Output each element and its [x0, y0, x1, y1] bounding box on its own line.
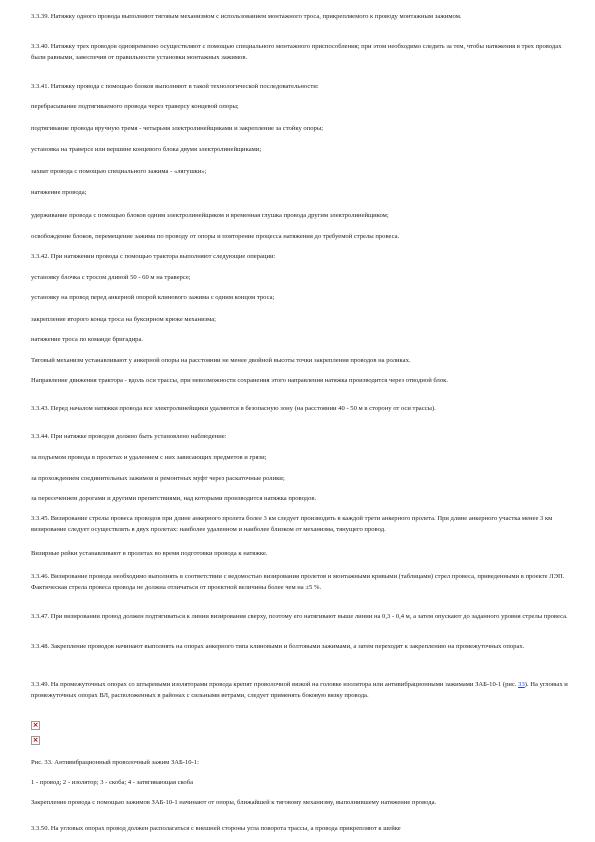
- paragraph: 3.3.39. Натяжку одного провода выполняют тяговым механизмом с использованием монтажного троса, прикрепляемого к проводу монтажным зажимом.: [31, 13, 462, 20]
- paragraph: установку на провод перед анкерной опорой клинового зажима с одним концом троса;: [31, 294, 275, 301]
- paragraph: Направление движения трактора - вдоль оси трассы, при невозможности сохранения этого направления натяжка производится через отводной блок.: [31, 377, 448, 384]
- paragraph: перебрасывание подтягиваемого провода через траверсу концевой опоры;: [31, 103, 239, 110]
- paragraph: 3.3.41. Натяжку провода с помощью блоков выполняют в такой технологической последовательности:: [31, 83, 319, 90]
- paragraph: Визирные рейки устанавливают в пролетах во время подготовки провода к натяжке.: [31, 550, 268, 557]
- paragraph: 3.3.44. При натяжке проводов должно быть установлено наблюдение:: [31, 433, 227, 440]
- paragraph: 3.3.46. Визирование провода необходимо выполнять в соответствии с ведомостью визирования пролетов и монтажными кривыми (таблицами) стрел провеса, приведенными в проекте ЛЭП. Фактическая стрела провеса провода не должна отличаться от проектной величины более чем на ±5 %.: [31, 573, 565, 591]
- paragraph: натяжение провода;: [31, 189, 87, 196]
- paragraph: натяжение троса по команде бригадира.: [31, 336, 144, 343]
- paragraph: 3.3.47. При визировании провод должен подтягиваться к линии визирования сверху, поэтому его натягивают выше линии на 0,3 - 0,4 м, а затем опускают до заданного уровня стрелы провеса.: [31, 613, 568, 620]
- broken-image-icon: ×: [32, 736, 39, 744]
- paragraph: за прохождением соединительных зажимов и ремонтных муфт через раскаточные ролики;: [31, 475, 285, 482]
- paragraph: 3.3.49. На промежуточных опорах со штыревыми изоляторами провода крепят проволочной вязкой на головке изолятора или антивибрационными зажимами ЗАБ-10-1 (рис. 33). На угловых и промежуточных опорах ВЛ, расположенных в районах с сильными ветрами, следует применять боковую вязку провода.: [31, 681, 568, 699]
- paragraph: 1 - провод; 2 - изолятор; 3 - скоба; 4 - затягивающая скоба: [31, 779, 193, 786]
- paragraph: 3.3.50. На угловых опорах провод должен располагаться с внешней стороны угла поворота трассы, а провода прикрепляют к шейке: [31, 825, 401, 832]
- paragraph: подтягивание провода вручную тремя - четырьмя электролинейщиками и закрепление за стойку опоры;: [31, 125, 324, 132]
- paragraph: за подъемом провода в пролетах и удалением с них зависающих предметов и грязи;: [31, 454, 267, 461]
- paragraph: 3.3.40. Натяжку трех проводов одновременно осуществляют с помощью специального монтажного приспособления; при этом необходимо следить за тем, чтобы натяжения в трех проводах были равными, завеспечив от правильности установки монтажных зажимов.: [31, 43, 562, 61]
- paragraph: закрепление второго конца троса на буксирном крюке механизма;: [31, 316, 217, 323]
- paragraph: освобождение блоков, перемещение зажима по проводу от опоры и повторение процесса натяжения до требуемой стрелы провеса.: [31, 233, 400, 240]
- paragraph: 3.3.43. Перед началом натяжки провода все электролинейщики удаляются в безопасную зону (на расстоянии 40 - 50 м в сторону от оси трассы).: [31, 405, 436, 412]
- paragraph: захват провода с помощью специального зажима - «лягушки»;: [31, 168, 207, 175]
- paragraph: 3.3.45. Визирование стрелы провеса проводов при длине анкерного пролета более 3 км следует производить в каждой трети анкерного пролета. При длине анкерного участка менее 3 км визирование следует осуществлять в двух пролетах: наиболее удаленном и наиболее близком от механизма, тянущего провод.: [31, 515, 553, 533]
- paragraph: удерживание провода с помощью блоков одним электролинейщиком и временная глушка провода другим электролинейщиком;: [31, 212, 389, 219]
- paragraph: установку блочка с тросом длиной 50 - 60 м на траверсе;: [31, 274, 191, 281]
- paragraph: Тяговый механизм устанавливают у анкерной опоры на расстоянии не менее двойной высоты точки закрепления проводов на роликах.: [31, 357, 411, 364]
- paragraph: 3.3.48. Закрепление проводов начинают выполнять на опорах анкерного типа клиновыми и болтовыми зажимами, а затем переходят к закреплению на промежуточных опорах.: [31, 643, 525, 650]
- paragraph: за пересечением дорогами и другими препятствиями, над которыми производится натяжка проводов.: [31, 495, 317, 502]
- paragraph: Рис. 33. Антивибрационный проволочный зажим ЗАБ-10-1:: [31, 759, 199, 766]
- paragraph: 3.3.42. При натяжении провода с помощью трактора выполняют следующие операции:: [31, 253, 276, 260]
- broken-image-icon: ×: [32, 721, 39, 729]
- paragraph: Закрепление провода с помощью зажимов ЗАБ-10-1 начинают от опоры, ближайшей к тяговому механизму, выполнившему натяжение провода.: [31, 799, 437, 806]
- figure-link[interactable]: 33: [518, 681, 525, 688]
- paragraph: установка на траверсе или вершине концевого блока двумя электролинейщиками;: [31, 146, 262, 153]
